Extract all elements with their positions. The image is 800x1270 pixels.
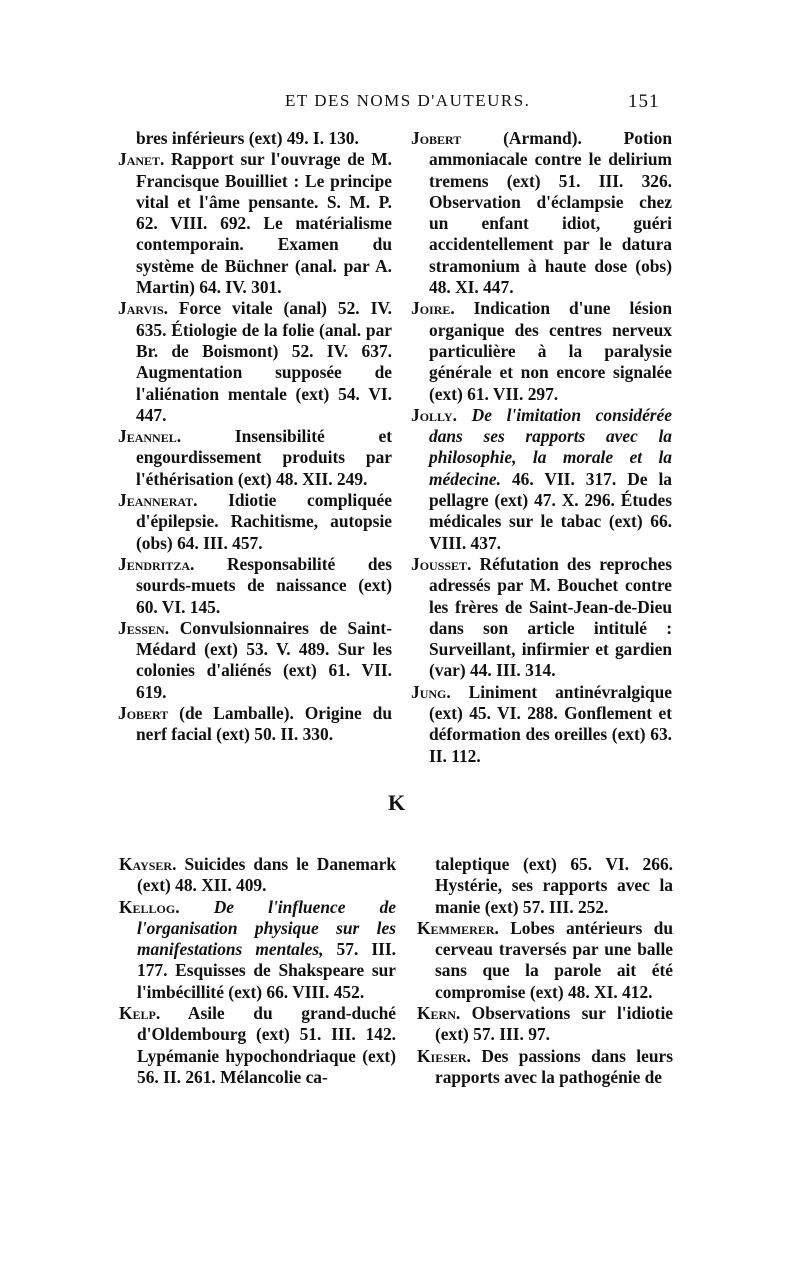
work-title: De l'imitation considérée dans ses rapports avec la philosophie, la morale et la médecine.: [429, 404, 672, 489]
author-name: Kieser.: [417, 1045, 471, 1066]
index-entry-jobert-armand: [411, 128, 672, 298]
entry-text: (de Lamballe). Origine du nerf facial (ext) 50. II. 330.: [136, 703, 392, 745]
entry-text: Liniment antinévralgique (ext) 45. VI. 288. Gonflement et déformation des oreilles (ext) 63. II. 112.: [429, 681, 672, 766]
entry-text: Asile du grand-duché d'Oldembourg (ext) 51. III. 142. Lypémanie hypochondriaque (ext) 56. II. 261. Mélancolie ca-: [137, 1003, 396, 1087]
running-head: [0, 91, 800, 121]
index-entry-jarvis: [118, 298, 392, 426]
entry-text: 57. III. 177. Esquisses de Shakspeare sur l'imbécillité (ext) 66. VIII. 452.: [137, 939, 396, 1002]
author-name: Jobert: [411, 128, 462, 148]
author-name: Jolly.: [411, 404, 457, 425]
author-name: Jobert: [118, 703, 169, 724]
index-entry-joire: [411, 298, 672, 404]
entry-text: Indication d'une lésion organique des centres nerveux particulière à la paralysie générale et non encore signalée (ext) 61. VII. 297.: [429, 298, 672, 404]
page-number: 151: [628, 91, 660, 112]
left-column-upper: [118, 128, 392, 746]
index-entry-jessen: [118, 618, 392, 703]
author-name: Jeannerat.: [118, 490, 198, 511]
index-entry-continued: bres inférieurs (ext) 49. I. 130.: [136, 128, 359, 148]
entry-text: (Armand). Potion ammoniacale contre le delirium tremens (ext) 51. III. 326. Observation d'éclampsie chez un enfant idiot, guéri accidentellement par le datura stramonium à haute dose (obs) 48. XI. 447.: [429, 128, 672, 298]
index-entry-janet: [118, 149, 392, 298]
entry-text: Suicides dans le Danemark (ext) 48. XII. 409.: [137, 854, 396, 896]
author-name: Kern.: [417, 1003, 461, 1024]
author-name: Kellog.: [119, 896, 180, 917]
index-entry-jousset: [411, 554, 672, 682]
index-entry-kayser: [119, 854, 396, 897]
index-entry-jobert-lamballe: [118, 703, 392, 746]
entry-text: Des passions dans leurs rapports avec la pathogénie de: [435, 1045, 673, 1087]
entry-text: Insensibilité et engourdissement produits par l'éthérisation (ext) 48. XII. 249.: [136, 426, 392, 489]
left-column-lower: [119, 854, 396, 1088]
index-entry-jendritza: [118, 554, 392, 618]
index-entry-kieser: [417, 1046, 673, 1089]
index-entry-kern: [417, 1003, 673, 1046]
work-title: De l'influence de l'organisation physique sur les manifestations mentales,: [137, 896, 396, 960]
index-entry-kelp: [119, 1003, 396, 1088]
author-name: Kayser.: [119, 854, 177, 874]
author-name: Jessen.: [118, 617, 170, 638]
section-letter-heading: K: [388, 790, 406, 815]
index-entry-jung: [411, 682, 672, 767]
entry-text: Responsabilité des sourds-muets de naissance (ext) 60. VI. 145.: [136, 553, 392, 617]
index-entry-kemmerer: [417, 918, 673, 1003]
entry-text: Force vitale (anal) 52. IV. 635. Étiologie de la folie (anal. par Br. de Boismont) 52. IV. 637. Augmentation supposée de l'aliénation mentale (ext) 54. VI. 447.: [136, 298, 392, 425]
right-column-upper: [411, 128, 672, 767]
author-name: Jung.: [411, 681, 451, 702]
entry-text: Convulsionnaires de Saint-Médard (ext) 53. V. 489. Sur les colonies d'aliénés (ext) 61. VII. 619.: [136, 617, 392, 702]
index-entry-kellog: [119, 897, 396, 1003]
entry-text: Rapport sur l'ouvrage de M. Francisque Bouilliet : Le principe vital et l'âme pensante. S. M. P. 62. VIII. 692. Le matérialisme contemporain. Examen du système de Büchner (anal. par A. Martin) 64. IV. 301.: [136, 149, 392, 298]
index-entry-continued: taleptique (ext) 65. VI. 266. Hystérie, ses rapports avec la manie (ext) 57. III. 252.: [435, 854, 673, 917]
entry-text: Lobes antérieurs du cerveau traversés par une balle sans que la parole ait été compromise (ext) 48. XI. 412.: [435, 917, 673, 1002]
author-name: Kemmerer.: [417, 917, 499, 938]
right-column-lower: [417, 854, 673, 1088]
running-head-title: ET DES NOMS D'AUTEURS.: [285, 91, 531, 110]
author-name: Kelp.: [119, 1003, 161, 1024]
entry-text: Idiotie compliquée d'épilepsie. Rachitisme, autopsie (obs) 64. III. 457.: [136, 490, 392, 553]
author-name: Joire.: [411, 298, 455, 319]
index-entry-jeannel: [118, 426, 392, 490]
entry-text: Observations sur l'idiotie (ext) 57. III. 97.: [435, 1003, 673, 1045]
entry-text: 46. VII. 317. De la pellagre (ext) 47. X. 296. Études médicales sur le tabac (ext) 66. VIII. 437.: [429, 468, 672, 553]
author-name: Jeannel.: [118, 426, 182, 447]
author-name: Janet.: [118, 149, 165, 170]
author-name: Jendritza.: [118, 553, 195, 574]
index-entry-jeannerat: [118, 490, 392, 554]
author-name: Jousset.: [411, 553, 472, 574]
author-name: Jarvis.: [118, 298, 168, 319]
index-entry-jolly: [411, 405, 672, 554]
entry-text: Réfutation des reproches adressés par M. Bouchet contre les frères de Saint-Jean-de-Dieu dans son article intitulé : Surveillant, infirmier et gardien (var) 44. III. 314.: [429, 553, 672, 681]
